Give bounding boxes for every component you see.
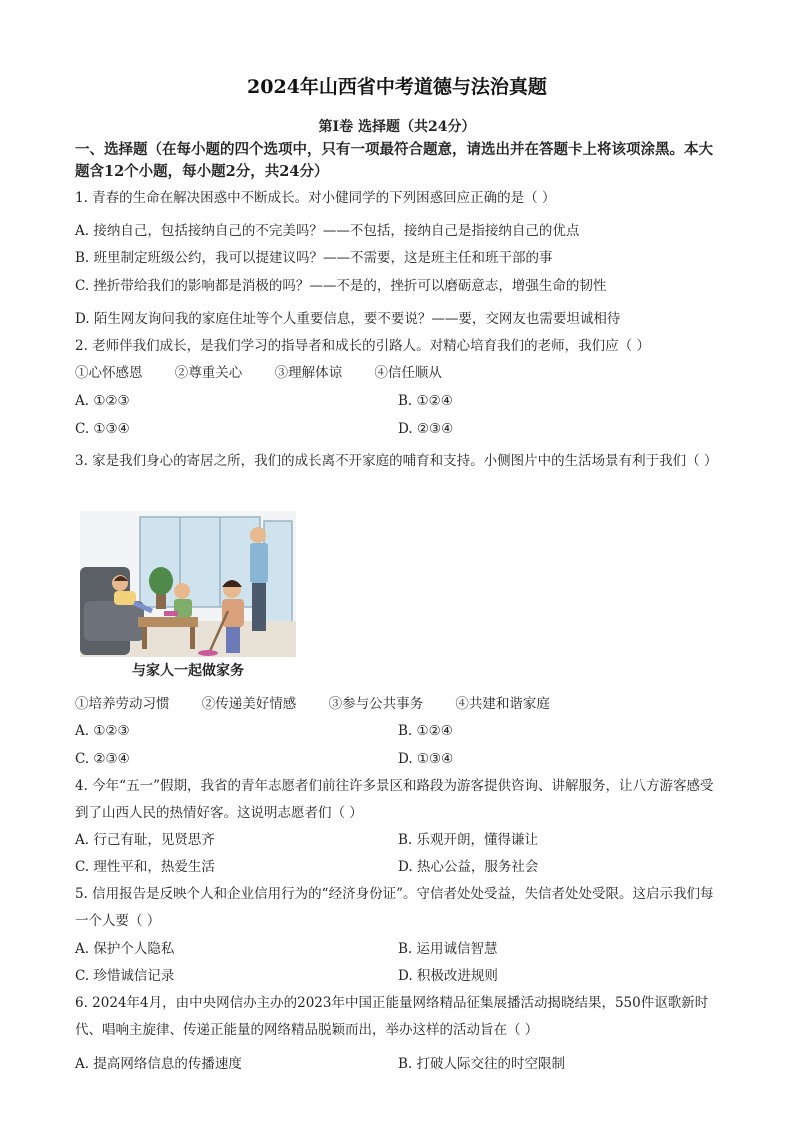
statement: ①心怀感恩 [75, 365, 143, 381]
question-4-option-b: B. 乐观开朗，懂得谦让 [398, 832, 539, 848]
exam-title: 2024年山西省中考道德与法治真题 [247, 76, 547, 98]
question-6-option-b: B. 打破人际交往的时空限制 [398, 1056, 566, 1072]
question-2-option-c: C. ①③④ [75, 421, 130, 437]
question-1-option-a: A. 接纳自己，包括接纳自己的不完美吗？——不包括，接纳自己是指接纳自己的优点 [75, 223, 580, 239]
question-5-stem: 5. 信用报告是反映个人和企业信用行为的“经济身份证”。守信者处处受益，失信者处处受限。这启示我们每一个人要（ ） [75, 886, 714, 929]
statement: ④信任顺从 [374, 365, 442, 381]
section-title: 第Ⅰ卷 选择题（共24分） [318, 119, 476, 135]
question-1-stem: 1. 青春的生命在解决困惑中不断成长。对小健同学的下列困惑回应正确的是（ ） [75, 190, 556, 206]
question-3-stem: 3. 家是我们身心的寄居之所，我们的成长离不开家庭的哺育和支持。小侧图片中的生活场景有利于我们（ ） [75, 453, 718, 469]
question-2-statements [75, 364, 720, 382]
question-6-stem: 6. 2024年4月，由中央网信办主办的2023年中国正能量网络精品征集展播活动揭晓结果，550件讴歌新时代、唱响主旋律、传递正能量的网络精品脱颖而出，举办这样的活动旨在（ ） [75, 995, 709, 1038]
question-6-option-a: A. 提高网络信息的传播速度 [75, 1056, 242, 1072]
question-4-option-d: D. 热心公益，服务社会 [398, 859, 539, 875]
statement: ④共建和谐家庭 [455, 696, 550, 712]
question-3-option-c: C. ②③④ [75, 751, 130, 767]
question-3-option-b: B. ①②④ [398, 723, 453, 739]
question-3-statements [75, 695, 720, 713]
question-5-option-b: B. 运用诚信智慧 [398, 941, 498, 957]
question-3-option-a: A. ①②③ [75, 723, 130, 739]
statement: ③理解体谅 [274, 365, 343, 381]
question-5-option-a: A. 保护个人隐私 [75, 941, 175, 957]
statement: ①培养劳动习惯 [75, 696, 170, 712]
question-2-stem: 2. 老师伴我们成长，是我们学习的指导者和成长的引路人。对精心培育我们的老师，我们应（ ） [75, 338, 650, 354]
housework-illustration [80, 511, 296, 681]
question-2-option-d: D. ②③④ [398, 421, 454, 437]
question-1-option-c: C. 挫折带给我们的影响都是消极的吗？——不是的，挫折可以磨砺意志，增强生命的韧性 [75, 278, 607, 294]
question-2-option-b: B. ①②④ [398, 393, 453, 409]
question-5-option-d: D. 积极改进规则 [398, 968, 498, 984]
question-2-option-a: A. ①②③ [75, 393, 130, 409]
figure-caption: 与家人一起做家务 [132, 663, 244, 679]
question-5-option-c: C. 珍惜诚信记录 [75, 968, 175, 984]
section-instructions: 一、选择题（在每小题的四个选项中，只有一项最符合题意，请选出并在答题卡上将该项涂黑。本大题含12个小题，每小题2分，共24分） [75, 141, 713, 180]
question-4-option-c: C. 理性平和，热爱生活 [75, 859, 215, 875]
question-4-stem: 4. 今年“五一”假期，我省的青年志愿者们前往许多景区和路段为游客提供咨询、讲解服务，让八方游客感受到了山西人民的热情好客。这说明志愿者们（ ） [75, 778, 714, 821]
question-3-option-d: D. ①③④ [398, 751, 454, 767]
statement: ②传递美好情感 [201, 696, 297, 712]
question-4-option-a: A. 行己有耻，见贤思齐 [75, 832, 215, 848]
statement: ③参与公共事务 [328, 696, 424, 712]
question-1-option-d: D. 陌生网友询问我的家庭住址等个人重要信息，要不要说？——要，交网友也需要坦诚相待 [75, 311, 621, 327]
question-1-option-b: B. 班里制定班级公约，我可以提建议吗？——不需要，这是班主任和班干部的事 [75, 250, 553, 266]
statement: ②尊重关心 [174, 365, 243, 381]
